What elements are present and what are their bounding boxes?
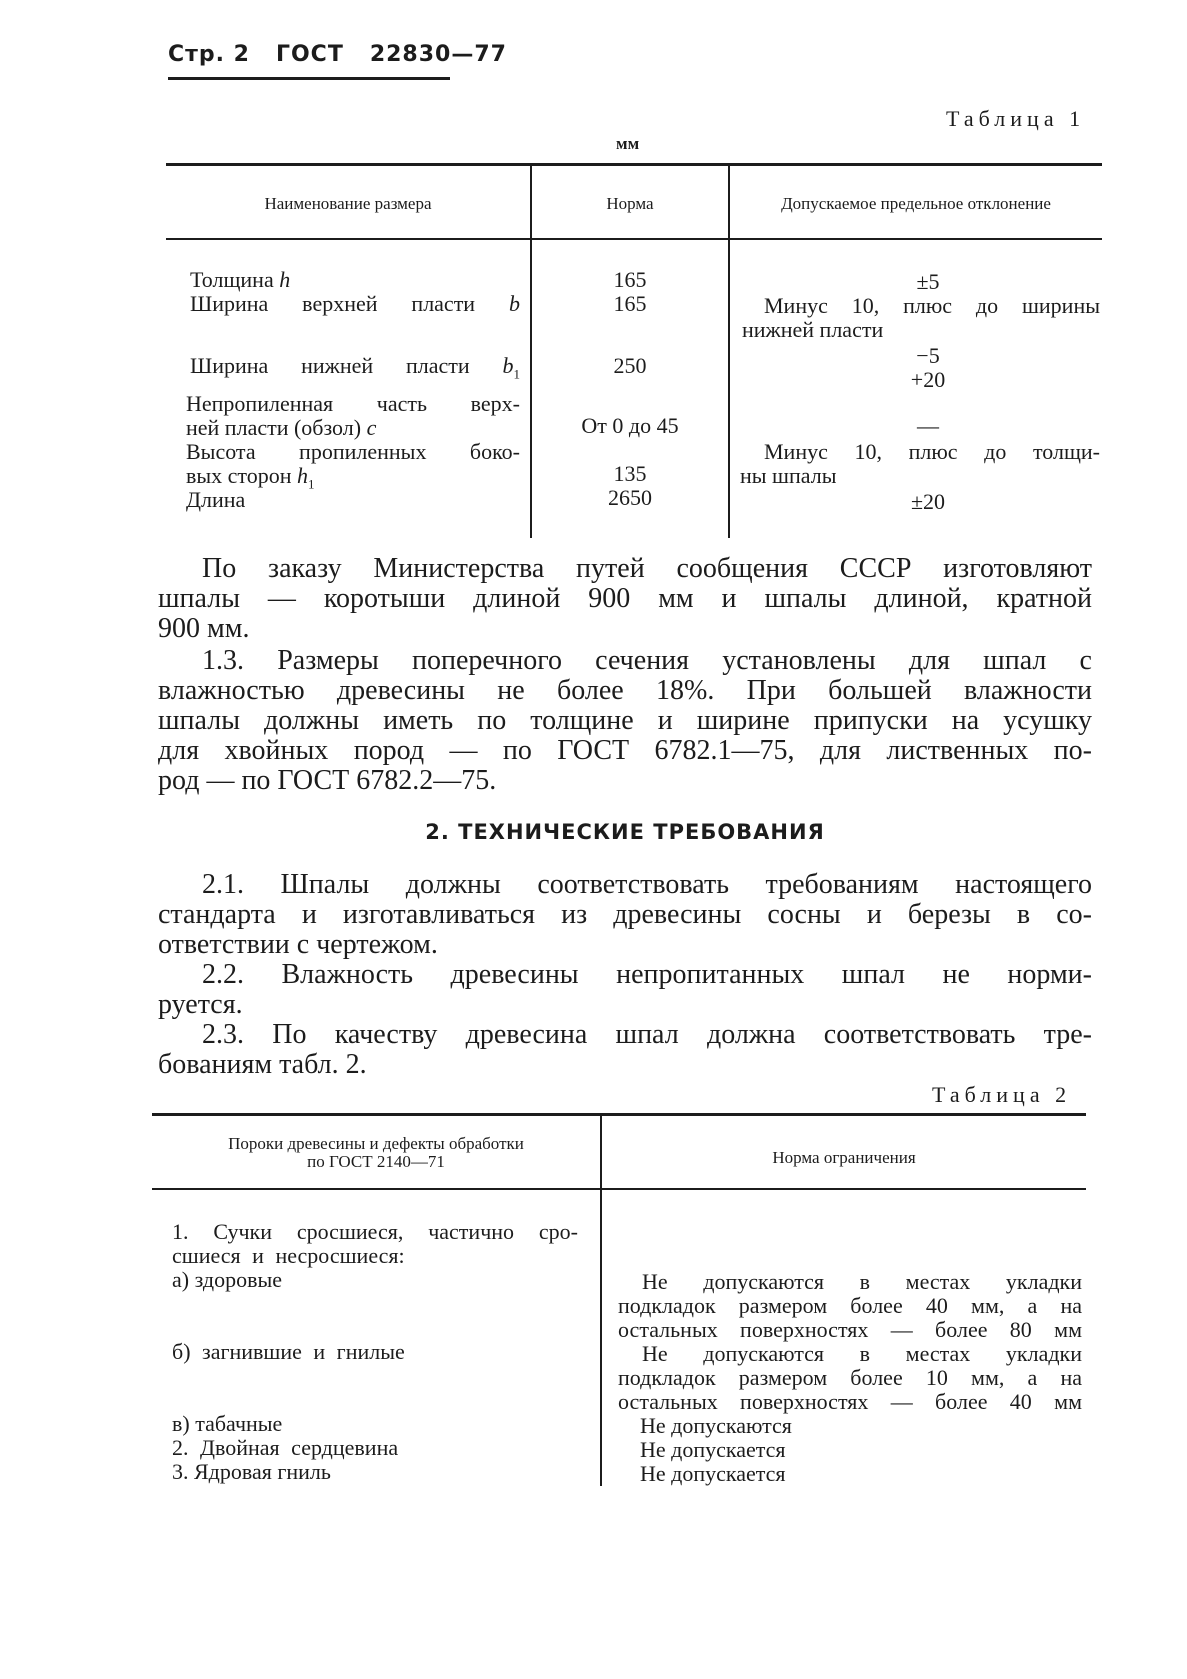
page-number: Стр. 2: [168, 42, 250, 67]
t2-left-3: а) здоровые: [172, 1267, 283, 1292]
table2-col2: Норма ограничения: [772, 1148, 916, 1167]
p2-line-1: 1.3. Размеры поперечного сечения установлены для шпал с: [202, 645, 1092, 676]
table2-header-rule: [152, 1188, 1086, 1190]
table2-divider: [600, 1116, 602, 1486]
t1-row5-tolerance-l2: ны шпалы: [740, 463, 837, 488]
p3-line-2: стандарта и изготавливаться из древесины сосны и березы в со-: [158, 899, 1092, 930]
table2-col1-l1: Пороки древесины и дефекты обработки: [228, 1134, 524, 1153]
table2-top-rule: [152, 1113, 1086, 1116]
t2-right-2: подкладок размером более 40 мм, а на: [618, 1293, 1082, 1318]
t2-left-2: сшиеся и несросшиеся:: [172, 1243, 405, 1268]
t1-row3-name: Ширина нижней пласти $b_1$: [190, 353, 520, 382]
table2-col1-l2: по ГОСТ 2140—71: [307, 1152, 445, 1171]
p3-line-3: ответствии с чертежом.: [158, 929, 438, 960]
t2-left-5: в) табачные: [172, 1411, 283, 1436]
paragraph-order: [158, 554, 1092, 644]
paragraph-2-3: [158, 1020, 1092, 1080]
table1-col-name: Наименование размера: [264, 194, 432, 213]
t1-row1-norm: 165: [613, 267, 647, 292]
t1-row5-name-l1: Высота пропиленных боко-: [186, 439, 520, 464]
p5-line-1: 2.3. По качеству древесина шпал должна соответствовать тре-: [202, 1019, 1092, 1050]
table1-caption: Таблица 1: [946, 106, 1086, 131]
p5-line-2: бованиям табл. 2.: [158, 1049, 367, 1080]
t1-row2-norm: 165: [613, 291, 647, 316]
p2-line-4: для хвойных пород — по ГОСТ 6782.1—75, для лиственных по-: [158, 735, 1092, 766]
table1-col-norm: Норма: [606, 194, 654, 213]
t1-row6-name: Длина: [186, 487, 246, 512]
t1-row5-name-l2: вых сторон $h_1$: [186, 463, 315, 492]
t2-left-7: 3. Ядровая гниль: [172, 1459, 331, 1484]
p3-line-1: 2.1. Шпалы должны соответствовать требованиям настоящего: [202, 869, 1092, 900]
t2-right-4: Не допускаются в местах укладки: [642, 1341, 1082, 1366]
p2-line-3: шпалы должны иметь по толщине и ширине припуски на усушку: [158, 705, 1092, 736]
t1-row5-tolerance-l1: Минус 10, плюс до толщи-: [764, 439, 1100, 464]
table1-unit: мм: [616, 134, 640, 153]
t1-row4-name-l1: Непропиленная часть верх-: [186, 391, 520, 416]
paragraph-2-2: [158, 960, 1092, 1020]
section-title: 2. ТЕХНИЧЕСКИЕ ТРЕБОВАНИЯ: [425, 820, 825, 844]
t1-row3-tolerance-l1: −5: [916, 343, 940, 368]
p4-line-1: 2.2. Влажность древесины непропитанных шпал не норми-: [202, 959, 1092, 990]
t2-right-7: Не допускаются: [640, 1413, 792, 1438]
t1-row5-norm: 135: [613, 461, 647, 486]
table1-top-rule: [166, 163, 1102, 166]
standard-label: ГОСТ: [275, 42, 344, 67]
t2-left-1: 1. Сучки сросшиеся, частично сро-: [172, 1219, 578, 1244]
t2-left-6: 2. Двойная сердцевина: [172, 1435, 399, 1460]
t1-row3-tolerance-l2: +20: [910, 367, 946, 392]
standard-number: 22830—77: [369, 42, 507, 67]
p2-line-2: влажностью древесины не более 18%. При большей влажности: [158, 675, 1092, 706]
p1-line-3: 900 мм.: [158, 613, 250, 644]
t1-row4-name-l2: ней пласти (обзол) c: [186, 415, 377, 440]
t1-row2-tolerance-l2: нижней пласти: [742, 317, 884, 342]
p1-line-2: шпалы — коротыши длиной 900 мм и шпалы длиной, кратной: [158, 583, 1092, 614]
paragraph-2-1: [158, 870, 1092, 960]
t1-row6-norm: 2650: [608, 485, 652, 510]
t1-row3-norm: 250: [613, 353, 647, 378]
table2-caption: Таблица 2: [932, 1082, 1072, 1107]
table1-divider-2: [728, 166, 730, 538]
t2-right-8: Не допускается: [640, 1437, 786, 1462]
t2-right-5: подкладок размером более 10 мм, а на: [618, 1365, 1082, 1390]
table1-header-rule: [166, 238, 1102, 240]
p1-line-1: По заказу Министерства путей сообщения СССР изготовляют: [202, 553, 1092, 584]
page-header: [168, 42, 507, 67]
t1-row4-norm: От 0 до 45: [581, 413, 679, 438]
table1-col-tolerance: Допускаемое предельное отклонение: [781, 194, 1051, 213]
t2-right-9: Не допускается: [640, 1461, 786, 1486]
t1-row1-name: Толщина h: [190, 267, 291, 292]
paragraph-1-3: [158, 646, 1092, 796]
p2-line-5: род — по ГОСТ 6782.2—75.: [158, 765, 497, 796]
t1-row4-tolerance: —: [917, 413, 939, 438]
t2-right-3: остальных поверхностях — более 80 мм: [618, 1317, 1082, 1342]
t2-left-4: б) загнившие и гнилые: [172, 1339, 405, 1364]
t2-right-1: Не допускаются в местах укладки: [642, 1269, 1082, 1294]
p4-line-2: руется.: [158, 989, 243, 1020]
t1-row2-name: Ширина верхней пласти b: [190, 291, 520, 316]
t1-row1-tolerance: ±5: [916, 269, 940, 294]
t2-right-6: остальных поверхностях — более 40 мм: [618, 1389, 1082, 1414]
header-underline: [168, 77, 450, 80]
t1-row6-tolerance: ±20: [910, 489, 946, 514]
t1-row2-tolerance-l1: Минус 10, плюс до ширины: [764, 293, 1100, 318]
